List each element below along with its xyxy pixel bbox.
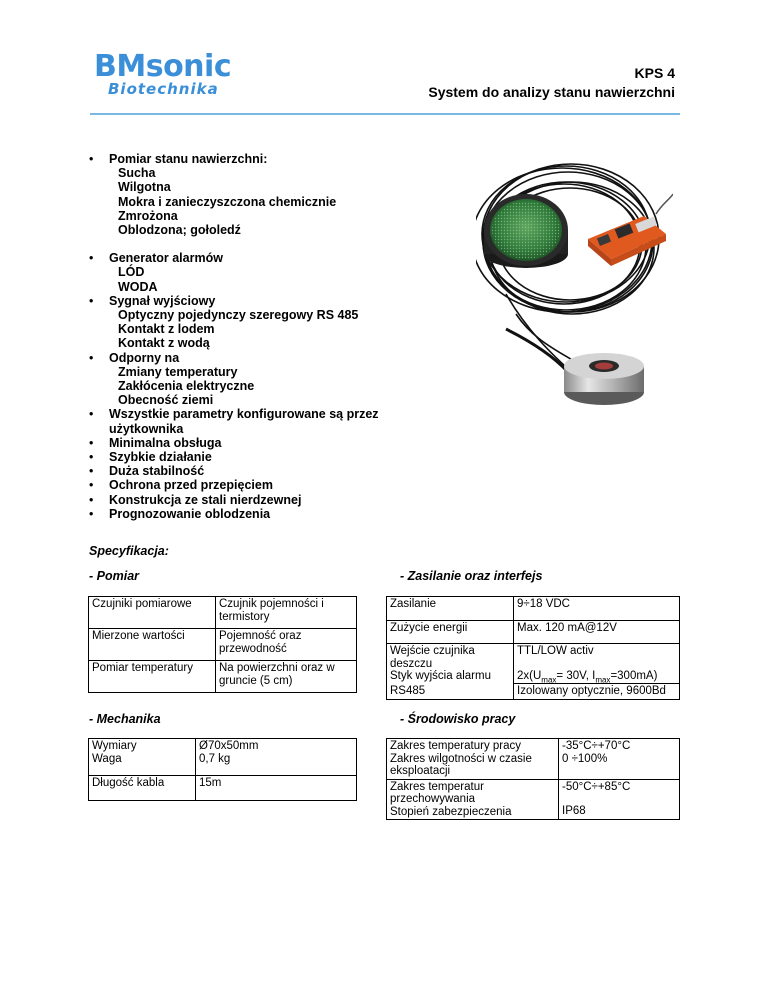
table-cell-value: Czujnik pojemności i termistory bbox=[216, 597, 357, 629]
feature-item: • Konstrukcja ze stali nierdzewnej bbox=[88, 493, 418, 507]
table-cell-value: Izolowany optycznie, 9600Bd bbox=[514, 684, 680, 700]
feature-item: • Wszystkie parametry konfigurowane są przez użytkownika bbox=[88, 407, 418, 435]
feature-subitem: Kontakt z wodą bbox=[118, 336, 210, 351]
table-cell-label: Zakres temperatur przechowywania Stopień zabezpieczenia bbox=[387, 779, 559, 820]
section-title-pomiar: - Pomiar bbox=[89, 569, 140, 583]
table-cell-label: Zużycie energii bbox=[387, 620, 514, 644]
electronics-board bbox=[588, 194, 673, 266]
feature-subitem: Optyczny pojedynczy szeregowy RS 485 bbox=[118, 308, 359, 323]
table-cell-value: Na powierzchni oraz w gruncie (5 cm) bbox=[216, 661, 357, 693]
table-cell-label: Zakres temperatury pracy Zakres wilgotności w czasie eksploatacji bbox=[387, 739, 559, 780]
feature-subitem: Mokra i zanieczyszczona chemicznie bbox=[118, 194, 337, 209]
table-row bbox=[89, 776, 357, 801]
table-cell-label: Wymiary Waga bbox=[89, 739, 196, 776]
feature-item: • Sygnał wyjściowy Optyczny pojedynczy szeregowy RS 485 Kontakt z lodem Kontakt z wodą bbox=[88, 294, 418, 351]
table-row bbox=[387, 597, 680, 621]
feature-subitem: Oblodzona; gołoledź bbox=[118, 223, 241, 238]
table-row bbox=[387, 620, 680, 644]
alarm-output-label: Styk wyjścia alarmu bbox=[390, 670, 491, 682]
feature-item: • Odporny na Zmiany temperatury Zakłócenia elektryczne Obecność ziemi bbox=[88, 351, 418, 408]
section-title-zasilanie: - Zasilanie oraz interfejs bbox=[400, 569, 543, 583]
table-row bbox=[89, 597, 357, 629]
table-row bbox=[89, 739, 357, 776]
feature-subitem: Obecność ziemi bbox=[118, 393, 214, 408]
cable-coil bbox=[476, 164, 659, 376]
alarm-output-value: $2x(U_{max}= 30V$, $I_{max}=300mA$) bbox=[517, 669, 658, 684]
table-row bbox=[387, 644, 680, 684]
sensor-steel-cylinder bbox=[506, 329, 644, 405]
pomiar-table bbox=[88, 596, 357, 693]
table-cell-label: Pomiar temperatury bbox=[89, 661, 216, 693]
feature-item: • Ochrona przed przepięciem bbox=[88, 478, 418, 492]
table-row bbox=[387, 684, 680, 700]
product-photo bbox=[476, 154, 673, 420]
feature-item: • Duża stabilność bbox=[88, 464, 418, 478]
table-cell-value: Pojemność oraz przewodność bbox=[216, 629, 357, 661]
feature-subitem: Zmrożona bbox=[118, 208, 178, 223]
table-cell-label: Długość kabla bbox=[89, 776, 196, 801]
table-cell-value: Ø70x50mm 0,7 kg bbox=[196, 739, 357, 776]
table-row bbox=[387, 779, 680, 820]
company-logo bbox=[94, 49, 232, 98]
product-code: KPS 4 bbox=[634, 65, 675, 81]
feature-list bbox=[88, 152, 418, 521]
document-heading bbox=[428, 64, 675, 102]
table-cell-label: Wejście czujnika deszczu Styk wyjścia alarmu bbox=[387, 644, 514, 684]
spec-title: Specyfikacja: bbox=[89, 544, 169, 558]
zasilanie-table bbox=[386, 596, 680, 700]
table-cell-label: RS485 bbox=[387, 684, 514, 700]
logo-main-text: BMsonic bbox=[94, 49, 232, 84]
feature-subitem: LÓD bbox=[118, 265, 145, 280]
mechanika-table bbox=[88, 738, 357, 801]
feature-subitem: Zmiany temperatury bbox=[118, 364, 238, 379]
table-row bbox=[89, 629, 357, 661]
table-cell-value: Max. 120 mA@12V bbox=[514, 620, 680, 644]
table-cell-value: TTL/LOW activ $2x(U_{max}= 30V$, $I_{max}=300mA$) bbox=[514, 644, 680, 684]
feature-item: • Generator alarmów LÓD WODA bbox=[88, 251, 418, 294]
table-row bbox=[89, 661, 357, 693]
section-title-mechanika: - Mechanika bbox=[89, 712, 161, 726]
table-cell-label: Czujniki pomiarowe bbox=[89, 597, 216, 629]
section-title-srodowisko: - Środowisko pracy bbox=[400, 712, 516, 726]
header-divider bbox=[90, 113, 680, 115]
product-title: System do analizy stanu nawierzchni bbox=[428, 84, 675, 100]
table-cell-value: -50°C÷+85°C IP68 bbox=[559, 779, 680, 820]
logo-sub-text: Biotechnika bbox=[108, 80, 219, 98]
feature-item: • Szybkie działanie bbox=[88, 450, 418, 464]
feature-subitem: WODA bbox=[118, 279, 158, 294]
table-cell-value: -35°C÷+70°C 0 ÷100% bbox=[559, 739, 680, 780]
feature-subitem: Zakłócenia elektryczne bbox=[118, 379, 255, 394]
srodowisko-table bbox=[386, 738, 680, 820]
table-cell-label: Mierzone wartości bbox=[89, 629, 216, 661]
table-cell-value: 9÷18 VDC bbox=[514, 597, 680, 621]
table-cell-value: 15m bbox=[196, 776, 357, 801]
feature-item: • Minimalna obsługa bbox=[88, 436, 418, 450]
feature-item: • Pomiar stanu nawierzchni: Sucha Wilgotna Mokra i zanieczyszczona chemicznie Zmrożona Oblodzona; gołoledź bbox=[88, 152, 418, 237]
feature-subitem: Kontakt z lodem bbox=[118, 322, 215, 337]
table-cell-label: Zasilanie bbox=[387, 597, 514, 621]
feature-subitem: Wilgotna bbox=[118, 180, 171, 195]
table-row bbox=[387, 739, 680, 780]
sensor-disk-green bbox=[484, 194, 568, 268]
feature-item: • Prognozowanie oblodzenia bbox=[88, 507, 418, 521]
feature-subitem: Sucha bbox=[118, 166, 156, 181]
